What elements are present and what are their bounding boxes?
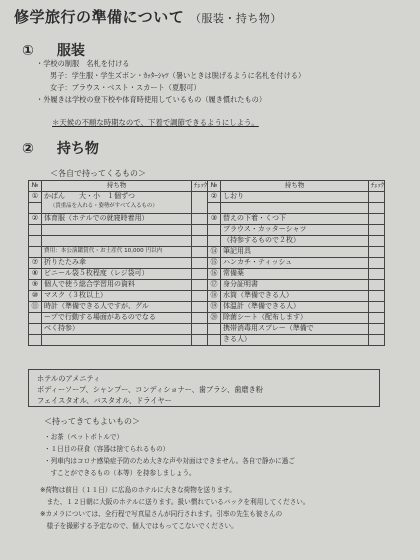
clothing-line: 女子：ブラウス・ベスト・スカート（夏服可） (50, 83, 201, 92)
footer-note: また、１２日朝に大阪のホテルに送ります。扱い慣れているバックを利用してください。 (40, 498, 310, 506)
item-text (42, 335, 192, 346)
section-label: 持ち物 (56, 141, 99, 157)
table-row (29, 236, 385, 247)
section-number: ① (22, 43, 34, 59)
item-number (208, 335, 221, 346)
item-text: 替えの下着・くつ下 (221, 214, 369, 225)
item-text: 体育服（ホテルでの就寝時着用） (42, 214, 192, 225)
item-text: しおり (221, 192, 369, 203)
header-item: 持ち物 (42, 181, 192, 192)
optional-line: ・１日目の昼食（容器は捨てられるもの） (44, 445, 170, 453)
title-sub: （服装・持ち物） (189, 12, 282, 25)
table-row (29, 225, 385, 236)
item-number (29, 247, 42, 258)
header-check: ﾁｪｯｸ (369, 181, 385, 192)
check-cell (369, 280, 385, 291)
item-number (208, 324, 221, 335)
table-row (29, 214, 385, 225)
check-cell (192, 192, 208, 214)
item-cell (42, 192, 192, 214)
check-cell (192, 258, 208, 269)
item-number (29, 236, 42, 247)
item-note: 費用：本公演鑑賞代・お土産代 10,000 円以内 (42, 247, 192, 258)
item-number: ⑱ (208, 291, 221, 302)
optional-line: すことができるもの（本等）を持参しましょう。 (44, 469, 196, 477)
check-cell (192, 236, 208, 247)
check-cell (369, 247, 385, 258)
check-cell (369, 236, 385, 247)
check-cell (192, 214, 208, 225)
item-text: （持参するもので２枚） (221, 236, 369, 247)
item-number: ② (208, 192, 221, 203)
item-number: ② (29, 214, 42, 225)
check-cell (369, 335, 385, 346)
item-number: ⑳ (208, 313, 221, 324)
item-text: 除菌シート（配布します） (221, 313, 369, 324)
item-text: 個人で使う総合学習用の資料 (42, 280, 192, 291)
belongings-table (28, 180, 385, 346)
item-text: べく持参） (42, 324, 192, 335)
item-text: かばん 大・小 １個ずつ (44, 192, 135, 200)
item-text (42, 236, 192, 247)
check-cell (369, 214, 385, 225)
table-header-row (29, 181, 385, 192)
item-number: ⑭ (208, 247, 221, 258)
check-cell (369, 269, 385, 280)
item-number (208, 236, 221, 247)
item-number: ⑪ (29, 302, 42, 313)
item-text: 折りたたみ傘 (42, 258, 192, 269)
item-number (29, 335, 42, 346)
table-row (29, 335, 385, 346)
amenity-line: ボディーソープ、シャンプー、コンディショナー、歯ブラシ、歯磨き粉 (37, 385, 263, 394)
item-text: ビニール袋５枚程度（レジ袋可） (42, 269, 192, 280)
check-cell (192, 269, 208, 280)
check-cell (369, 203, 385, 214)
item-text: きる人） (221, 335, 369, 346)
check-cell (369, 192, 385, 203)
item-number: ⑦ (29, 258, 42, 269)
table-row (29, 280, 385, 291)
item-number: ⑧ (29, 269, 42, 280)
item-note: （貴重品を入れる・姿勢がすべて入るもの） (50, 202, 158, 209)
optional-line: ・お茶（ペットボトルで） (44, 433, 124, 441)
footer-note: ※カメラについては、全行程で写真屋さんが同行されます。引率の先生も彼さんの (40, 510, 283, 518)
table-row (29, 324, 385, 335)
item-text: 身分証明書 (221, 280, 369, 291)
header-no: № (29, 181, 42, 192)
header-item: 持ち物 (221, 181, 369, 192)
table-row (29, 269, 385, 280)
item-text: 携帯消毒用スプレー（準備で (221, 324, 369, 335)
check-cell (369, 225, 385, 236)
item-number: ⑯ (208, 269, 221, 280)
check-cell (369, 258, 385, 269)
check-cell (192, 280, 208, 291)
check-cell (192, 291, 208, 302)
optional-line: ・列車内はコロナ感染症予防のため大きな声や対面はできません。各自で静かに過ご (44, 457, 295, 465)
footer-note: ※荷物は前日（１１日）に広島のホテルに大きな荷物を送ります。 (40, 486, 236, 494)
section-belongings-heading (22, 138, 99, 158)
item-number: ⑩ (29, 291, 42, 302)
check-cell (192, 313, 208, 324)
table-row (29, 192, 385, 203)
page-title (14, 6, 282, 27)
section-number: ② (22, 141, 34, 157)
amenity-box (28, 369, 380, 407)
item-text: ハンカチ・ティッシュ (221, 258, 369, 269)
amenity-line: フェイスタオル、バスタオル、ドライヤー (37, 396, 172, 405)
section-clothing-heading (22, 40, 85, 60)
item-text (221, 203, 369, 214)
table-row (29, 291, 385, 302)
item-number: ⑮ (208, 258, 221, 269)
item-number (208, 203, 221, 214)
clothing-line: ・外履きは学校の登下校や体育時使用しているもの（履き慣れたもの） (36, 95, 267, 104)
item-text (42, 225, 192, 236)
check-cell (192, 324, 208, 335)
item-number: ⑨ (29, 280, 42, 291)
table-row (29, 313, 385, 324)
item-number (29, 324, 42, 335)
item-number (29, 203, 42, 214)
item-text: 水筒（準備できる人） (221, 291, 369, 302)
item-text: 時計（準備できる人ですが、グル (42, 302, 192, 313)
check-cell (369, 313, 385, 324)
item-text: 筆記用具 (221, 247, 369, 258)
section-label: 服装 (56, 43, 85, 59)
table-row (29, 302, 385, 313)
table-row (29, 258, 385, 269)
item-number: ① (29, 192, 42, 203)
item-number (29, 313, 42, 324)
amenity-title: ホテルのアメニティ (37, 374, 101, 383)
header-no: № (208, 181, 221, 192)
check-cell (369, 302, 385, 313)
header-check: ﾁｪｯｸ (192, 181, 208, 192)
check-cell (192, 335, 208, 346)
item-text: 体温計（準備できる人） (221, 302, 369, 313)
weather-note: ＊天候の不順な時期なので、下着で調節できるようにしよう。 (52, 118, 259, 127)
check-cell (192, 247, 208, 258)
item-number: ③ (208, 214, 221, 225)
check-cell (369, 324, 385, 335)
footer-note: 様子を撮影する予定なので、個人ではもってこないでください。 (40, 522, 238, 530)
title-main: 修学旅行の準備について (14, 8, 185, 26)
table-row (29, 247, 385, 258)
item-number (208, 225, 221, 236)
item-text: マスク（３枚以上） (42, 291, 192, 302)
bring-list-title: ＜各自で持ってくるもの＞ (50, 169, 146, 178)
check-cell (192, 302, 208, 313)
item-text: 常備薬 (221, 269, 369, 280)
optional-items-title: ＜持ってきてもよいもの＞ (44, 417, 140, 426)
item-text: ープで行動する場面があるのでなる (42, 313, 192, 324)
clothing-line: ・学校の制服 名札を付ける (36, 59, 130, 68)
item-text: ブラウス・カッターシャツ (221, 225, 369, 236)
item-number: ⑲ (208, 302, 221, 313)
check-cell (369, 291, 385, 302)
check-cell (192, 225, 208, 236)
clothing-line: 男子：学生服・学生ズボン・ｶｯﾀｰｼｬﾂ（暑いときは脱げるように名札を付ける） (50, 71, 306, 80)
item-number: ⑰ (208, 280, 221, 291)
item-number (29, 225, 42, 236)
